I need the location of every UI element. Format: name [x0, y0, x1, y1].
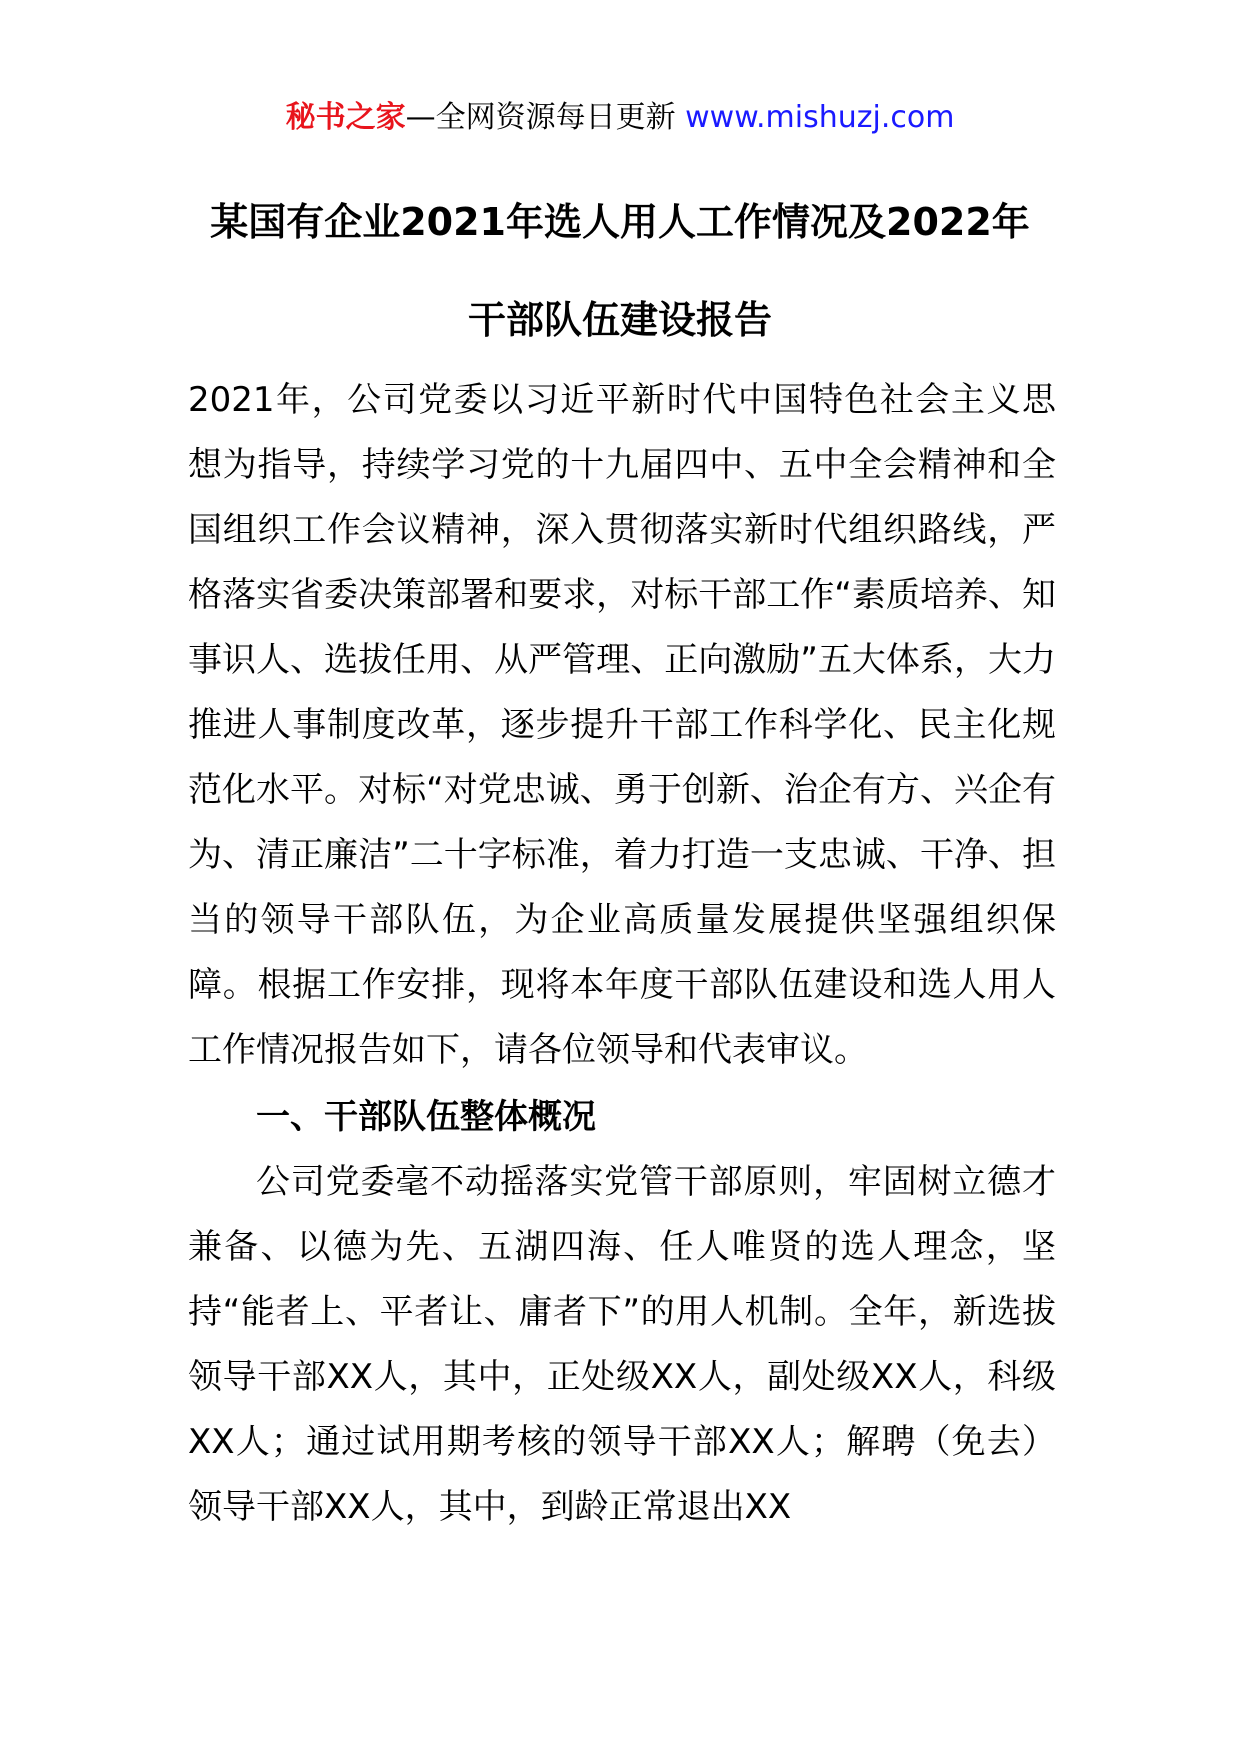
- section-heading-1: 一、干部队伍整体概况: [256, 1097, 596, 1137]
- site-banner: [0, 98, 1240, 138]
- document-title-line-1: 某国有企业2021年选人用人工作情况及2022年: [210, 200, 1030, 244]
- section-1-paragraph: 公司党委毫不动摇落实党管干部原则，牢固树立德才兼备、以德为先、五湖四海、任人唯贤的选人理念，坚持“能者上、平者让、庸者下”的用人机制。全年，新选拔领导干部XX人，其中，正处级XX人，副处级XX人，科级XX人；通过试用期考核的领导干部XX人；解聘（免去）领导干部XX人，其中，到龄正常退出XX: [188, 1162, 1056, 1527]
- intro-paragraph: 2021年，公司党委以习近平新时代中国特色社会主义思想为指导，持续学习党的十九届四中、五中全会精神和全国组织工作会议精神，深入贯彻落实新时代组织路线，严格落实省委决策部署和要求，对标干部工作“素质培养、知事识人、选拔任用、从严管理、正向激励”五大体系，大力推进人事制度改革，逐步提升干部工作科学化、民主化规范化水平。对标“对党忠诚、勇于创新、治企有方、兴企有为、清正廉洁”二十字标准，着力打造一支忠诚、干净、担当的领导干部队伍，为企业高质量发展提供坚强组织保障。根据工作安排，现将本年度干部队伍建设和选人用人工作情况报告如下，请各位领导和代表审议。: [188, 380, 1056, 1070]
- banner-site-url[interactable]: www.mishuzj.com: [685, 100, 955, 135]
- document-title-line-2: 干部队伍建设报告: [467, 298, 772, 342]
- banner-slogan: —全网资源每日更新: [405, 100, 686, 135]
- banner-brand: 秘书之家: [285, 100, 406, 135]
